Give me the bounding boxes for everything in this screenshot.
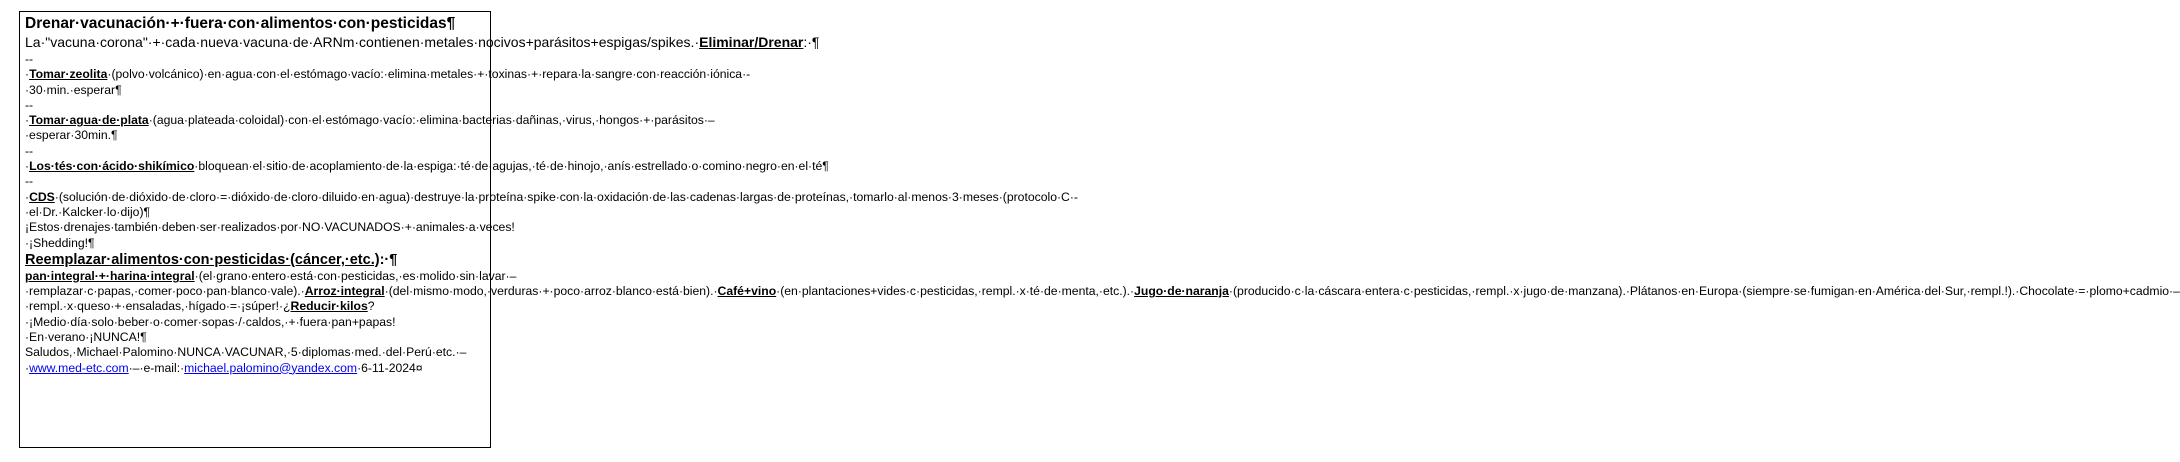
item-dash: --· (25, 174, 34, 204)
email-link[interactable]: michael.palomino@yandex.com (184, 360, 358, 375)
item-agua-plata (25, 97, 715, 144)
item-dash: --· (25, 97, 34, 128)
item-text: ·(solución·de·dióxido·de·cloro·=·dióxido·de·cloro·diluido·en·agua)·destruye·la·proteína·spike·con·la·oxidación·de·las·cadenas·largas·de·proteínas,·tomarlo·al·menos·3·meses·(protocolo·C·-·el·Dr.·Kalcker·lo·dijo)¶ (25, 189, 1078, 219)
pesticide-paragraph (25, 268, 2180, 345)
item-text: ·bloquean·el·sitio·de·acoplamiento·de·la·espiga:·té·de·agujas,·té·de·hinojo,·anís·estrellado·o·comino·negro·en·el·té¶ (194, 159, 829, 174)
jugo-text: ·(producido·c·la·cáscara·entera·c·pesticidas,·rempl.·x·jugo·de·manzana).·Plátanos·en·Europa·(siempre·se·fumigan·en·América·del·Sur,·rempl.!).·Chocolate·=·plomo+cadmio·–·rempl.·x·queso·+·ensaladas,·hígado·=·¡súper!·¿ (25, 284, 2180, 314)
jugo-label: Jugo·de·naranja (1134, 284, 1229, 299)
item-cds (25, 174, 1078, 220)
item-label: Tomar·agua·de·plata (29, 113, 149, 128)
item-dash: --· (25, 52, 34, 82)
reducir-text: ?·¡Medio·día·solo·beber·o·comer·sopas·/·caldos,·+·fuera·pan+papas!·En·verano·¡NUNCA!¶ (25, 299, 396, 345)
item-text: ·(polvo·volcánico)·en·agua·con·el·estómago·vacío:·elimina·metales·+·toxinas·+·repara·la·sangre·con·reacción·iónica·-·30·min.·esperar¶ (25, 67, 751, 97)
arroz-label: Arroz·integral (304, 284, 385, 299)
section-title-pesticidas (25, 251, 485, 269)
item-tes-shikimico (25, 143, 829, 175)
pan-text: ·(el·grano·entero·está·con·pesticidas,·es·molido·sin·lavar·–·remplazar·c·papas,·comer·poco·pan·blanco·vale).· (25, 268, 517, 299)
arroz-text: ·(del·mismo·modo,·verduras·+·poco·arroz·blanco·está·bien).· (384, 284, 718, 299)
signature-date: ·6-11-2024¤ (357, 360, 423, 375)
cafe-label: Café+vino (717, 284, 777, 299)
signature-text: Saludos,·Michael·Palomino·NUNCA·VACUNAR,·5·diplomas·med.·del·Perú·etc.·–· (25, 345, 467, 375)
item-label: Tomar·zeolita (29, 67, 108, 82)
reducir-kilos-label: Reducir·kilos (290, 299, 368, 314)
section-title-text: Reemplazar·alimentos·con·pesticidas·(cáncer,·etc.) (25, 251, 380, 268)
website-link[interactable]: www.med-etc.com (29, 360, 129, 375)
page-title: Drenar·vacunación·+·fuera·con·alimentos·con·pesticidas¶ (25, 15, 456, 32)
email-label: ·–·e-mail:· (128, 360, 185, 375)
cafe-text: ·(en·plantaciones+vides·c·pesticidas,·rempl.·x·té·de·menta,·etc.).· (776, 284, 1135, 299)
item-label: CDS (29, 189, 55, 204)
shedding-note: ¡Estos·drenajes·también·deben·ser·realizados·por·NO·VACUNADOS·+·animales·a·veces!·¡Shedding!¶ (25, 220, 515, 250)
item-zeolita (25, 52, 751, 98)
item-text: ·(agua·plateada·coloidal)·con·el·estómago·vacío:·elimina·bacterias·dañinas,·virus,·hongos·+·parásitos·–·esperar·30min.¶ (25, 113, 715, 143)
section-title-tail: :·¶ (379, 251, 398, 268)
pan-integral-label: pan·integral·+·harina·integral (25, 268, 195, 283)
intro-tail: :·¶ (803, 34, 820, 50)
intro-paragraph (25, 33, 820, 52)
intro-text: La·"vacuna·corona"·+·cada·nueva·vacuna·de·ARNm·contienen·metales·nocivos+parásitos+espigas/spikes.· (25, 34, 700, 50)
eliminar-drenar-heading: Eliminar/Drenar (699, 34, 804, 50)
item-label: Los·tés·con·ácido·shikímico (29, 159, 195, 174)
document-box (19, 11, 2180, 448)
item-dash: --· (25, 143, 34, 174)
signature-paragraph (25, 345, 485, 376)
